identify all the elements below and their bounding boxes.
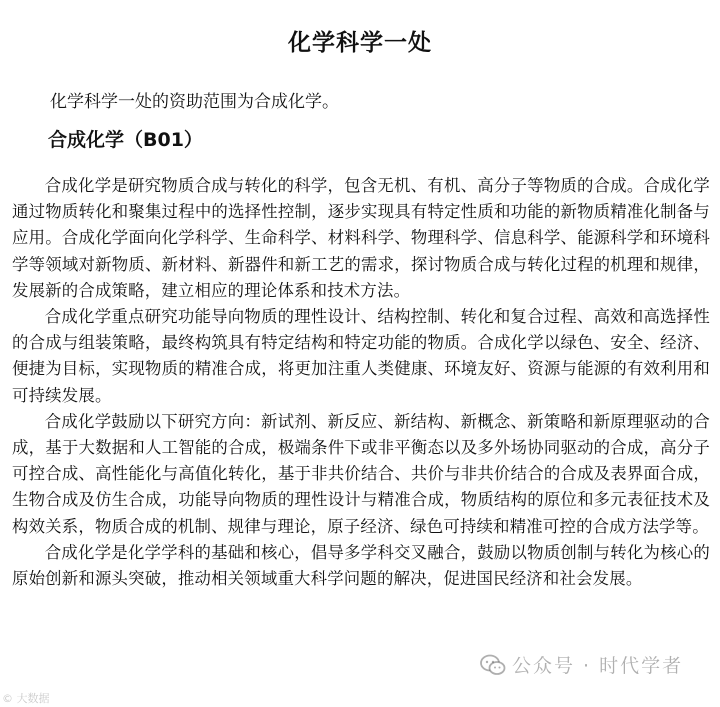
paragraph-4: 合成化学是化学学科的基础和核心，倡导多学科交叉融合，鼓励以物质创制与转化为核心的原始创新和源头突破，推动相关领域重大科学问题的解决，促进国民经济和社会发展。 xyxy=(12,542,710,589)
paragraph-1: 合成化学是研究物质合成与转化的科学，包含无机、有机、高分子等物质的合成。合成化学通过物质转化和聚集过程中的选择性控制，逐步实现具有特定性质和功能的新物质精准化制备与应用。合成化学面向化学科学、生命科学、材料科学、物理科学、信息科学、能源科学和环境科学等领域对新物质、新材料、新器件和新工艺的需求，探讨物质合成与转化过程的机理和规律，发展新的合成策略，建立相应的理论体系和技术方法。 xyxy=(12,176,710,300)
watermark xyxy=(480,651,683,678)
body-text xyxy=(12,173,710,592)
corner-mark: © 大数据 xyxy=(2,692,50,705)
section-heading: 合成化学（B01） xyxy=(48,129,203,151)
page-title: 化学科学一处 xyxy=(288,30,432,56)
watermark-text: 公众号 · 时代学者 xyxy=(512,655,684,677)
intro-text: 化学科学一处的资助范围为合成化学。 xyxy=(50,92,339,112)
paragraph-2: 合成化学重点研究功能导向物质的理性设计、结构控制、转化和复合过程、高效和高选择性的合成与组装策略，最终构筑具有特定结构和特定功能的物质。合成化学以绿色、安全、经济、便捷为目标，实现物质的精准合成，将更加注重人类健康、环境友好、资源与能源的有效利用和可持续发展。 xyxy=(12,307,710,405)
paragraph-3: 合成化学鼓励以下研究方向：新试剂、新反应、新结构、新概念、新策略和新原理驱动的合成，基于大数据和人工智能的合成，极端条件下或非平衡态以及多外场协同驱动的合成，高分子可控合成、高性能化与高值化转化，基于非共价结合、共价与非共价结合的合成及表界面合成，生物合成及仿生合成，功能导向物质的理性设计与精准合成，物质结构的原位和多元表征技术及构效关系，物质合成的机制、规律与理论，原子经济、绿色可持续和精准可控的合成方法学等。 xyxy=(12,411,710,536)
wechat-icon xyxy=(480,653,506,677)
